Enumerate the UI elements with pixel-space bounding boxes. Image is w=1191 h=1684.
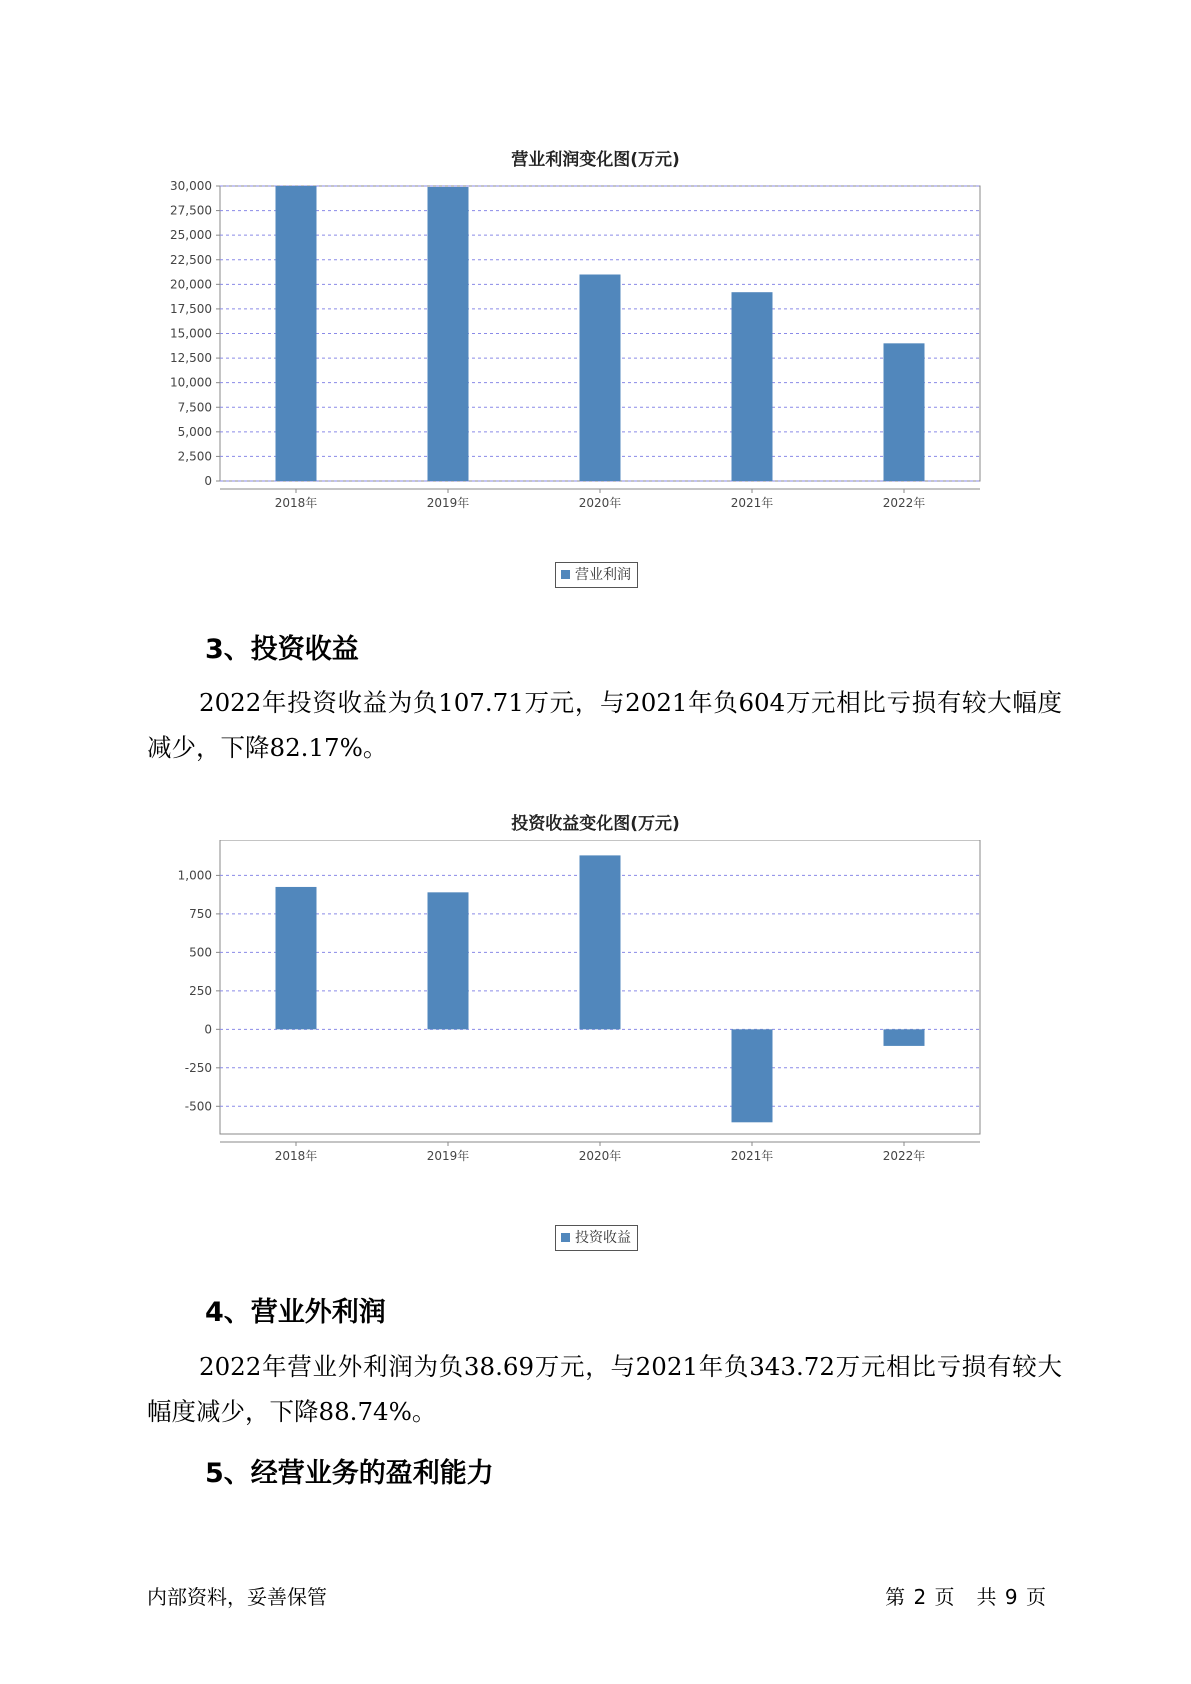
y-tick-label: 0 (204, 474, 212, 488)
y-tick-label: 250 (189, 983, 212, 998)
x-tick-label: 2020年 (578, 1149, 622, 1163)
chart-title: 投资收益变化图(万元) (511, 814, 680, 834)
x-tick-label: 2021年 (730, 1149, 774, 1163)
bar-2020年 (580, 855, 621, 1029)
y-tick-label: 12,500 (170, 351, 212, 366)
y-tick-label: 30,000 (170, 180, 212, 193)
y-tick-label: 5,000 (177, 424, 212, 439)
legend-label: 营业利润 (575, 567, 631, 583)
y-tick-label: 27,500 (170, 203, 212, 218)
x-tick-label: 2020年 (578, 496, 622, 510)
chart-title: 营业利润变化图(万元) (511, 150, 680, 170)
section-heading: 5、经营业务的盈利能力 (205, 1458, 494, 1489)
investment-income-chart (0, 840, 1191, 1220)
page-number: 第 2 页 共 9 页 (885, 1585, 1047, 1609)
operating-profit-chart (0, 180, 1191, 600)
chart-legend (555, 1225, 638, 1251)
y-tick-label: 0 (204, 1022, 212, 1037)
section-paragraph: 2022年营业外利润为负38.69万元，与2021年负343.72万元相比亏损有较大幅度减少，下降88.74%。 (147, 1352, 1062, 1426)
y-tick-label: 20,000 (170, 277, 212, 292)
y-tick-label: 15,000 (170, 326, 212, 341)
legend-swatch (561, 1233, 570, 1242)
y-tick-label: 10,000 (170, 375, 212, 390)
x-tick-label: 2021年 (730, 496, 774, 510)
bar-2019年 (428, 187, 469, 481)
section-paragraph: 2022年投资收益为负107.71万元，与2021年负604万元相比亏损有较大幅度减少，下降82.17%。 (147, 688, 1062, 762)
x-tick-label: 2022年 (882, 496, 926, 510)
bar-2019年 (428, 892, 469, 1029)
y-tick-label: 1,000 (177, 868, 212, 883)
section-heading: 3、投资收益 (205, 634, 359, 665)
section-heading: 4、营业外利润 (205, 1297, 386, 1328)
legend-label: 投资收益 (575, 1230, 631, 1246)
bar-2018年 (276, 887, 317, 1029)
footer-confidential-note: 内部资料，妥善保管 (147, 1585, 327, 1609)
x-tick-label: 2019年 (426, 496, 470, 510)
bar-2020年 (580, 275, 621, 482)
y-tick-label: 17,500 (170, 301, 212, 316)
chart-legend (555, 562, 638, 588)
bar-2018年 (276, 186, 317, 481)
y-tick-label: 25,000 (170, 228, 212, 243)
x-tick-label: 2018年 (274, 496, 318, 510)
y-tick-label: 2,500 (177, 449, 212, 464)
y-tick-label: 7,500 (177, 400, 212, 415)
x-tick-label: 2019年 (426, 1149, 470, 1163)
y-tick-label: -250 (184, 1060, 212, 1075)
x-tick-label: 2022年 (882, 1149, 926, 1163)
bar-2022年 (884, 343, 925, 481)
y-tick-label: -500 (184, 1099, 212, 1114)
y-tick-label: 500 (189, 945, 212, 960)
y-tick-label: 750 (189, 906, 212, 921)
legend-swatch (561, 570, 570, 579)
bar-2021年 (732, 292, 773, 481)
x-tick-label: 2018年 (274, 1149, 318, 1163)
bar-2021年 (732, 1029, 773, 1122)
y-tick-label: 22,500 (170, 252, 212, 267)
bar-2022年 (884, 1029, 925, 1046)
